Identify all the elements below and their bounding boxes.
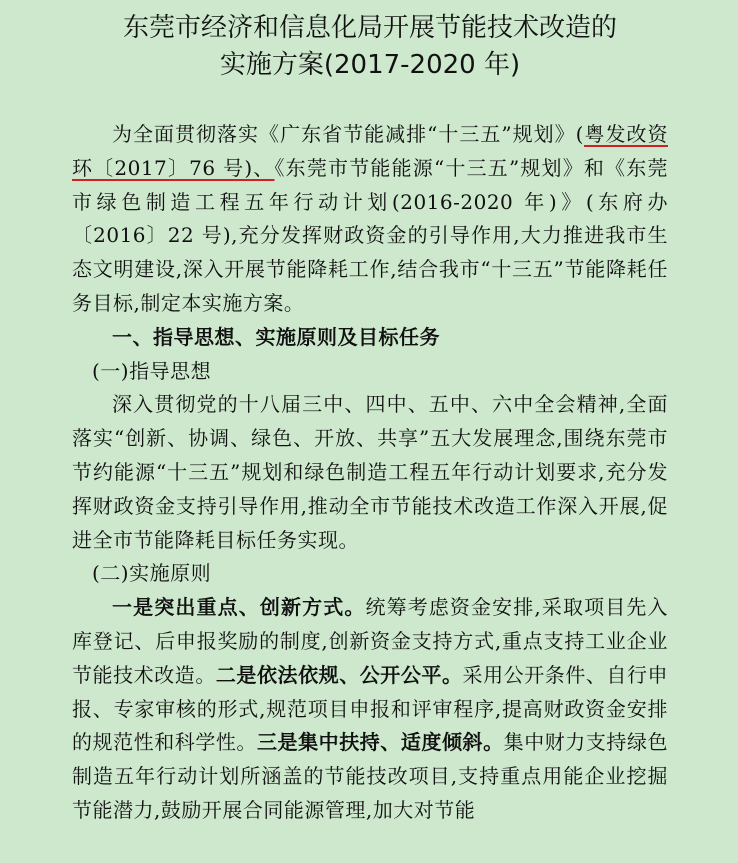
- principle-1-title: 一是突出重点、创新方式。: [112, 595, 366, 620]
- principle-3-text: 集中财力支持绿色制造五年行动计划所涵盖的节能技改项目,支持重点用能企业挖掘节能潜力,鼓励开展合同能源管理,加大对节能: [72, 730, 669, 822]
- principle-2-text: 采用公开条件、自行申报、专家审核的形式,规范项目申报和评审程序,提高财政资金安排的规范性和科学性。: [72, 662, 669, 755]
- intro-text-after: 《东莞市节能能源“十三五”规划》和《东莞市绿色制造工程五年行动计划(2016-2020 年)》(东府办〔2016〕22 号),充分发挥财政资金的引导作用,大力推进我市生态文明建设,深入开展节能降耗工作,结合我市“十三五”节能降耗任务目标,制定本实施方案。: [72, 155, 668, 315]
- intro-paragraph: [72, 118, 668, 321]
- intro-text-before: 为全面贯彻落实《广东省节能减排“十三五”规划》(: [112, 122, 584, 146]
- section-1-heading: 一、指导思想、实施原则及目标任务: [112, 324, 440, 349]
- document-title: [72, 10, 668, 84]
- principle-1-text: 统筹考虑资金安排,采取项目先入库登记、后申报奖励的制度,创新资金支持方式,重点支持工业企业节能技术改造。: [72, 595, 669, 687]
- subsection-2-heading: (二)实施原则: [92, 561, 212, 586]
- principle-3-title: 三是集中扶持、适度倾斜。: [256, 730, 504, 755]
- principle-2-title: 二是依法依规、公开公平。: [215, 662, 463, 687]
- subsection-1-paragraph: 深入贯彻党的十八届三中、四中、五中、六中全会精神,全面落实“创新、协调、绿色、开放、共享”五大发展理念,围绕东莞市节约能源“十三五”规划和绿色制造工程五年行动计划要求,充分发挥财政资金支持引导作用,推动全市节能技术改造工作深入开展,促进全市节能降耗目标任务实现。: [72, 392, 668, 552]
- principles-paragraph: [72, 591, 668, 828]
- subsection-1-heading: (一)指导思想: [92, 358, 212, 383]
- intro-underlined-reference: 粤发改资环〔2017〕76 号)、: [72, 122, 668, 180]
- title-line-2: 实施方案(2017-2020 年): [219, 50, 521, 80]
- title-line-1: 东莞市经济和信息化局开展节能技术改造的: [122, 13, 617, 43]
